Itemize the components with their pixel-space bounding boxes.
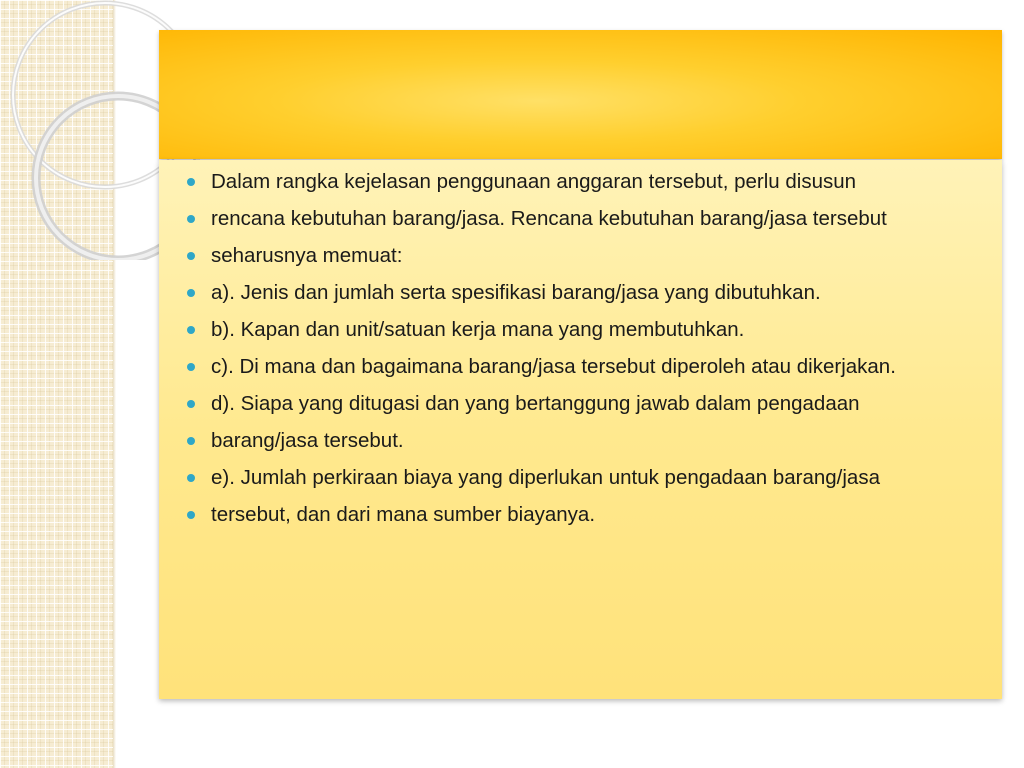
bullet-item — [211, 502, 982, 527]
bullet-item — [211, 354, 982, 379]
bullet-dot-icon — [187, 252, 195, 260]
bullet-text: a). Jenis dan jumlah serta spesifikasi barang/jasa yang dibutuhkan. — [211, 281, 821, 304]
bullet-item — [211, 465, 982, 490]
bullet-text: d). Siapa yang ditugasi dan yang bertanggung jawab dalam pengadaan — [211, 392, 860, 415]
bullet-dot-icon — [187, 474, 195, 482]
bullet-text: e). Jumlah perkiraan biaya yang diperlukan untuk pengadaan barang/jasa — [211, 466, 880, 489]
bullet-item — [211, 428, 982, 453]
bullet-dot-icon — [187, 326, 195, 334]
bullet-text: tersebut, dan dari mana sumber biayanya. — [211, 503, 596, 526]
content-box — [159, 160, 1002, 699]
bullet-item — [211, 206, 982, 231]
bullet-text: Dalam rangka kejelasan penggunaan anggaran tersebut, perlu disusun — [211, 170, 857, 193]
bullet-dot-icon — [187, 400, 195, 408]
bullet-dot-icon — [187, 289, 195, 297]
bullet-dot-icon — [187, 363, 195, 371]
bullet-dot-icon — [187, 511, 195, 519]
bullet-text: rencana kebutuhan barang/jasa. Rencana kebutuhan barang/jasa tersebut — [211, 207, 887, 230]
bullet-item — [211, 169, 982, 194]
bullet-text: barang/jasa tersebut. — [211, 429, 404, 452]
bullet-item — [211, 317, 982, 342]
bullet-item — [211, 391, 982, 416]
bullet-text: b). Kapan dan unit/satuan kerja mana yang membutuhkan. — [211, 318, 745, 341]
bullet-text: seharusnya memuat: — [211, 244, 403, 267]
bullet-list — [159, 160, 1002, 527]
bullet-item — [211, 243, 982, 268]
bullet-dot-icon — [187, 437, 195, 445]
bullet-dot-icon — [187, 178, 195, 186]
bullet-dot-icon — [187, 215, 195, 223]
bullet-item — [211, 280, 982, 305]
title-bar — [159, 30, 1002, 159]
bullet-text: c). Di mana dan bagaimana barang/jasa tersebut diperoleh atau dikerjakan. — [211, 355, 896, 378]
